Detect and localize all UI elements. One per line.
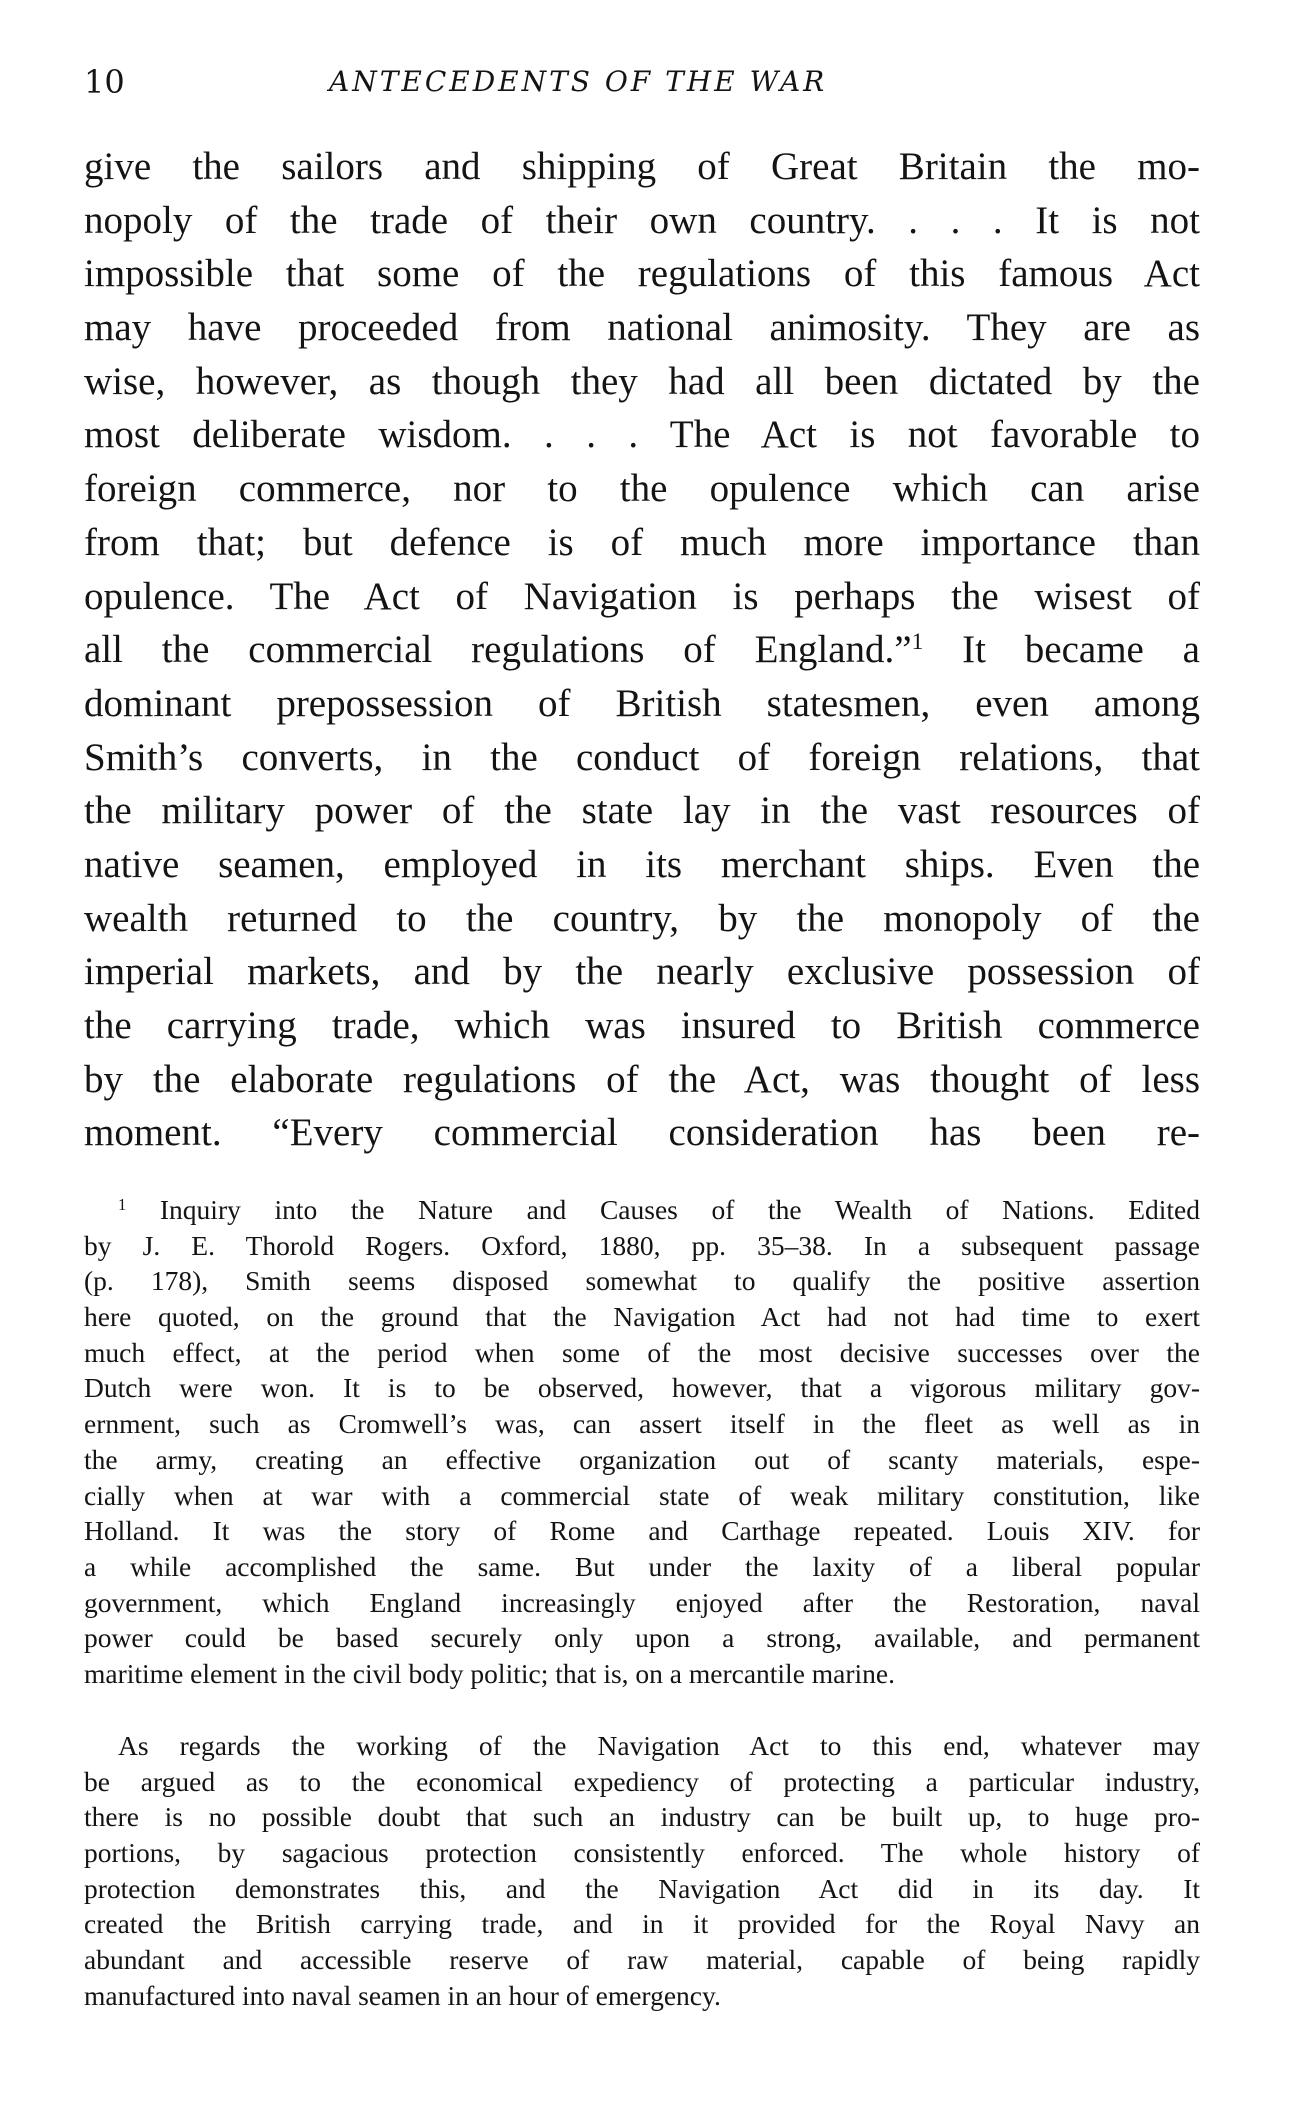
- footnote-line: Holland. It was the story of Rome and Carthage repeated. Louis XIV. for: [84, 1515, 1200, 1547]
- text-line: from that; but defence is of much more importance than: [84, 520, 1200, 564]
- text-line-start: all the commercial regulations of England.”: [84, 628, 912, 672]
- text-line: dominant prepossession of British statesmen, even among: [84, 681, 1200, 725]
- running-head: ANTECEDENTS OF THE WAR: [329, 65, 828, 98]
- footnote-reference[interactable]: 1: [911, 629, 924, 656]
- text-line: may have proceeded from national animosity. They are as: [84, 306, 1200, 350]
- text-line: native seamen, employed in its merchant ships. Even the: [84, 842, 1200, 886]
- footnote-line: created the British carrying trade, and in it provided for the Royal Navy an: [84, 1908, 1200, 1940]
- text-line: give the sailors and shipping of Great Britain the mo-: [84, 145, 1200, 188]
- text-line: the carrying trade, which was insured to British commerce: [84, 1004, 1200, 1047]
- footnote-line: much effect, at the period when some of the most decisive successes over the: [84, 1336, 1200, 1368]
- footnote-line: maritime element in the civil body politic; that is, on a mercantile marine.: [84, 1657, 896, 1689]
- text-line: by the elaborate regulations of the Act, was thought of less: [84, 1057, 1200, 1101]
- footnote-line: protection demonstrates this, and the Navigation Act did in its day. It: [84, 1872, 1200, 1904]
- footnote-line: [84, 1192, 1200, 1228]
- text-line: nopoly of the trade of their own country. . . . It is not: [84, 198, 1200, 242]
- text-line: opulence. The Act of Navigation is perhaps the wisest of: [84, 574, 1200, 618]
- main-text: [84, 140, 1200, 1160]
- footnote-line: Dutch were won. It is to be observed, however, that a vigorous military gov-: [84, 1372, 1200, 1404]
- footnote-line: the army, creating an effective organization out of scanty materials, espe-: [84, 1443, 1200, 1475]
- footnote-line: ernment, such as Cromwell’s was, can assert itself in the fleet as well as in: [84, 1408, 1200, 1440]
- footnote-1: [84, 1192, 1200, 1692]
- footnote-line: by J. E. Thorold Rogers. Oxford, 1880, pp. 35–38. In a subsequent passage: [84, 1229, 1200, 1261]
- footnote-line: As regards the working of the Navigation Act to this end, whatever may: [118, 1730, 1200, 1761]
- text-line: Smith’s converts, in the conduct of foreign relations, that: [84, 735, 1200, 779]
- text-line-with-footnote-ref: [84, 623, 1200, 677]
- text-line: moment. “Every commercial consideration has been re-: [84, 1111, 1200, 1155]
- text-line: imperial markets, and by the nearly exclusive possession of: [84, 950, 1200, 994]
- text-line-end: It became a: [962, 628, 1200, 672]
- footnote-line: here quoted, on the ground that the Navigation Act had not had time to exert: [84, 1301, 1200, 1333]
- text-line: the military power of the state lay in the vast resources of: [84, 789, 1200, 833]
- footnote-line: government, which England increasingly enjoyed after the Restoration, naval: [84, 1586, 1200, 1618]
- footnote-line: a while accomplished the same. But under the laxity of a liberal popular: [84, 1550, 1200, 1582]
- text-line: wealth returned to the country, by the monopoly of the: [84, 896, 1200, 940]
- footnote-line: cially when at war with a commercial state of weak military constitution, like: [84, 1479, 1200, 1511]
- page-number: 10: [84, 63, 125, 101]
- footnote-line: (p. 178), Smith seems disposed somewhat to qualify the positive assertion: [84, 1265, 1200, 1297]
- page-header: [84, 62, 1200, 102]
- footnote-line: manufactured into naval seamen in an hour of emergency.: [84, 1979, 721, 2011]
- footnote-line: power could be based securely only upon a strong, available, and permanent: [84, 1622, 1200, 1654]
- footnote-line: abundant and accessible reserve of raw material, capable of being rapidly: [84, 1944, 1200, 1976]
- text-line: wise, however, as though they had all been dictated by the: [84, 359, 1200, 403]
- text-line: most deliberate wisdom. . . . The Act is not favorable to: [84, 413, 1200, 457]
- footnote-text: Inquiry into the Nature and Causes of the Wealth of Nations. Edited: [159, 1194, 1200, 1225]
- footnote-line: there is no possible doubt that such an industry can be built up, to huge pro-: [84, 1801, 1200, 1833]
- footnote-marker: 1: [118, 1194, 127, 1214]
- text-line: foreign commerce, nor to the opulence which can arise: [84, 467, 1200, 511]
- footnote-line: be argued as to the economical expediency of protecting a particular industry,: [84, 1765, 1200, 1797]
- footnote-continuation: [84, 1728, 1200, 2014]
- footnote-line: portions, by sagacious protection consistently enforced. The whole history of: [84, 1837, 1200, 1869]
- text-line: impossible that some of the regulations of this famous Act: [84, 252, 1200, 296]
